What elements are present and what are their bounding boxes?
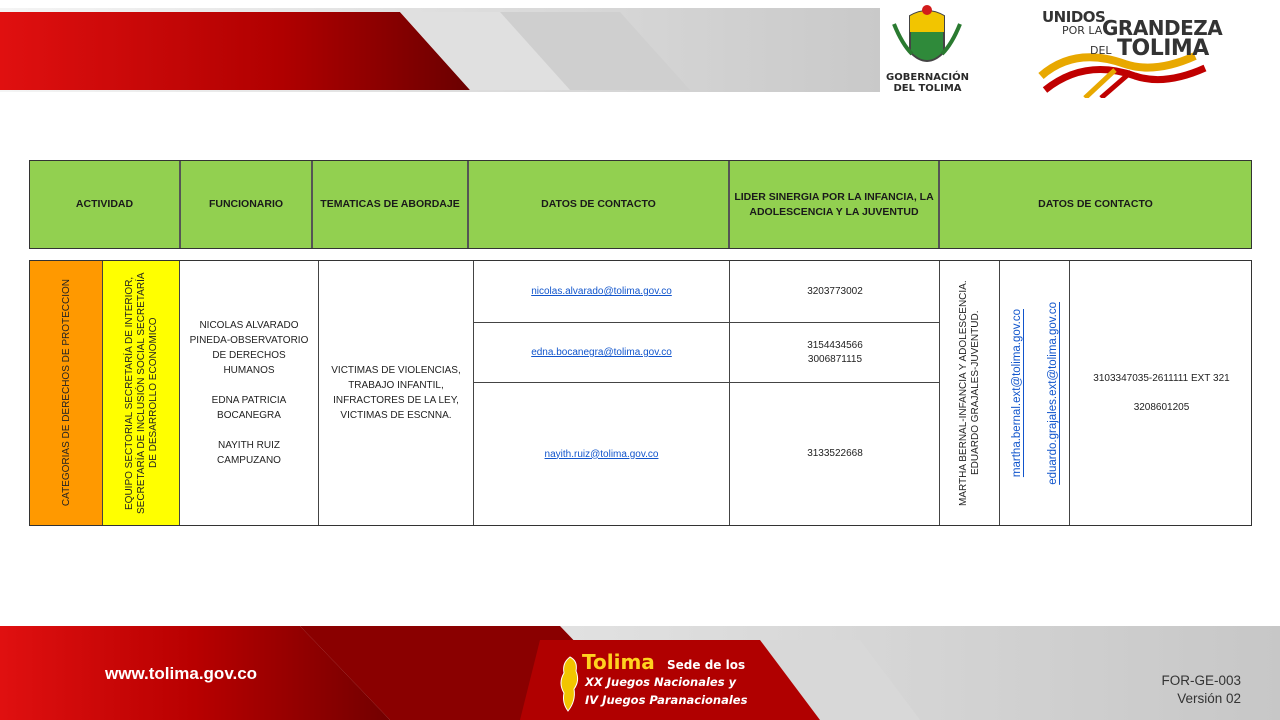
table-body: [29, 260, 1252, 526]
tolima-word: Tolima: [582, 650, 655, 674]
header-tematicas: TEMATICAS DE ABORDAJE: [313, 161, 469, 248]
phone-text: 3006871115: [807, 353, 863, 365]
header-datos-contacto-lider: DATOS DE CONTACTO: [1038, 198, 1153, 210]
email-link[interactable]: nicolas.alvarado@tolima.gov.co: [474, 261, 730, 322]
lider-phone-2: 3208601205: [1133, 402, 1190, 413]
phone-text: 3133522668: [807, 448, 863, 459]
por-la-word: POR LA: [1062, 24, 1103, 37]
table-row: [474, 323, 940, 383]
header-funcionario: FUNCIONARIO: [181, 161, 313, 248]
grandeza-word: GRANDEZA: [1102, 16, 1223, 40]
document-code: [1161, 672, 1241, 708]
website-link[interactable]: www.tolima.gov.co: [105, 664, 258, 683]
lider-cell: [940, 261, 1000, 525]
gobernacion-text: GOBERNACIÓN DEL TOLIMA: [886, 72, 969, 94]
header-actividad: ACTIVIDAD: [30, 161, 181, 248]
email-link[interactable]: edna.bocanegra@tolima.gov.co: [474, 323, 730, 382]
email-link[interactable]: nayith.ruiz@tolima.gov.co: [474, 383, 730, 525]
lider-phone-cell: [1070, 261, 1253, 525]
header-datos-contacto: DATOS DE CONTACTO: [469, 161, 730, 248]
actividad-text: CATEGORIAS DE DERECHOS DE PROTECCION: [60, 279, 72, 507]
del-word: DEL: [1090, 44, 1112, 57]
tematicas-text: VICTIMAS DE VIOLENCIAS, TRABAJO INFANTIL, INFRACTORES DE LA LEY, VICTIMAS DE ESCNNA.: [331, 365, 461, 421]
funcionario-3: NAYITH RUIZ CAMPUZANO: [217, 440, 281, 466]
contacts-block: [474, 261, 940, 525]
juegos-nacionales-text: XX Juegos Nacionales y: [585, 675, 737, 689]
equipo-text: EQUIPO SECTORIAL SECRETARÍA DE INTERIOR, SECRETARÍA DE INCLUSIÓN SOCIAL SECRETARÍA DE DESARROLLO ECONOMICO: [123, 272, 159, 514]
funcionario-1: NICOLAS ALVARADO PINEDA-OBSERVATORIO DE DERECHOS HUMANOS: [189, 320, 309, 376]
tolima-map-icon: [556, 655, 582, 713]
table-row: [474, 261, 940, 323]
unidos-word: UNIDOS: [1042, 8, 1106, 26]
lider-phone-1: 3103347035-2611111 EXT 321: [1093, 373, 1230, 384]
tolima-word: TOLIMA: [1117, 36, 1209, 61]
form-code: FOR-GE-003: [1161, 673, 1241, 688]
funcionario-cell: [180, 261, 319, 525]
sede-text: Sede de los: [667, 658, 746, 672]
lider-email-link[interactable]: martha.bernal.ext@tolima.gov.co: [1011, 308, 1023, 478]
lider-email-cell: [1000, 261, 1070, 525]
table-row: [474, 383, 940, 525]
funcionario-2: EDNA PATRICIA BOCANEGRA: [211, 395, 287, 421]
tematicas-cell: [319, 261, 474, 525]
lider-email-link[interactable]: eduardo.grajales.ext@tolima.gov.co: [1047, 301, 1059, 485]
header-lider: LIDER SINERGIA POR LA INFANCIA, LA ADOLESCENCIA Y LA JUVENTUD: [730, 161, 940, 248]
actividad-cell: [30, 261, 103, 525]
form-version: Versión 02: [1177, 691, 1241, 706]
table-header: [29, 160, 1252, 249]
juegos-paranacionales-text: IV Juegos Paranacionales: [585, 693, 748, 707]
phone-text: 3154434566: [807, 339, 863, 351]
lider-text: MARTHA BERNAL-INFANCIA Y ADOLESCENCIA. EDUARDO GRAJALES-JUVENTUD.: [958, 280, 981, 506]
phone-text: 3203773002: [807, 285, 863, 297]
equipo-cell: [103, 261, 180, 525]
